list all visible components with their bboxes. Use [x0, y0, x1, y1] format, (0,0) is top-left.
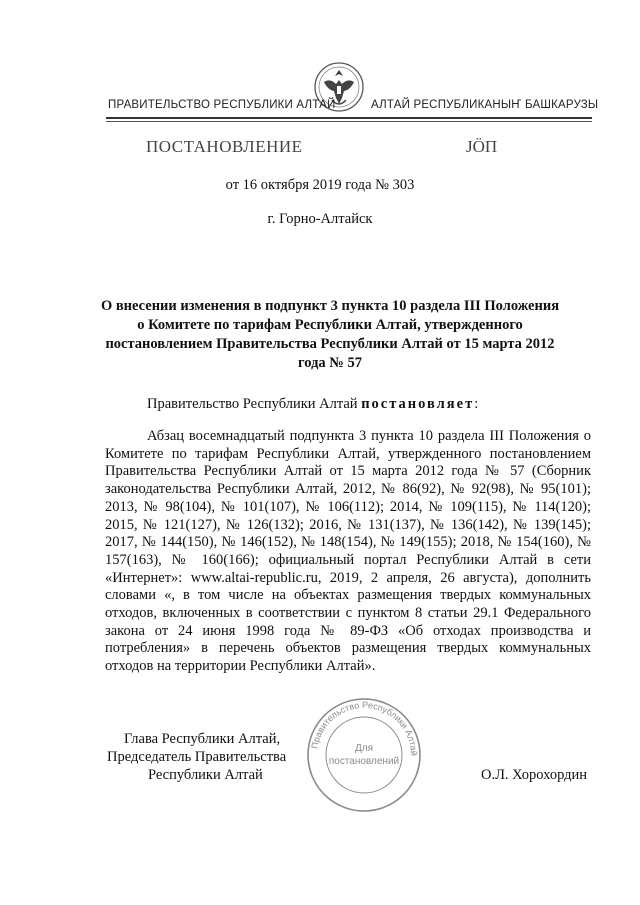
intro-verb: постановляет: [361, 396, 475, 412]
header-org-name-ru: ПРАВИТЕЛЬСТВО РЕСПУБЛИКИ АЛТАЙ: [108, 99, 336, 111]
doc-type-alt: ЈӦП: [466, 137, 498, 156]
stamp-inner-text-2: постановлений: [328, 756, 400, 767]
body-paragraph: Абзац восемнадцатый подпункта 3 пункта 10 раздела III Положения о Комитете по тарифам Республики Алтай, утвержденного постановлением Правительства Республики Алтай от 15 марта 2012 года № 57 (Сборник законодательства Республики Алтай, 2012, № 86(92), № 92(98), № 95(101); 2013, № 98(104), № 101(107), № 106(112); 2014, № 109(115), № 114(120); 2015, № 121(127), № 126(132); 2016, № 131(137), № 136(142), № 139(145); 2017, № 144(150), № 146(152), № 148(154), № 149(155); 2018, № 154(160), № 157(163), № 160(166); официальный портал Республики Алтай в сети «Интернет»: www.altai-republic.ru, 2019, 2 апреля, 26 августа), дополнить словами «, в том числе на объектах размещения твердых коммунальных отходов, включенных в соответствии с пунктом 8 статьи 29.1 Федерального закона от 24 июня 1998 года № 89-ФЗ «Об отходах производства и потребления» в перечень объектов размещения твердых коммунальных отходов на территории Республики Алтай».: [105, 428, 591, 675]
signature-position-line3: Республики Алтай: [148, 767, 263, 783]
intro-end: :: [474, 396, 479, 412]
intro-subject: Правительство Республики Алтай: [147, 396, 362, 412]
header-rule: [106, 117, 592, 119]
stamp-inner-text-1: Для: [354, 743, 374, 754]
document-title: О внесении изменения в подпункт 3 пункта 10 раздела III Положения о Комитете по тарифам Республики Алтай, утвержденного постановлением Правительства Республики Алтай от 15 марта 2012 года № 57: [100, 298, 560, 371]
signatory-name: О.Л. Хорохордин: [481, 767, 588, 783]
signature-position-line1: Глава Республики Алтай,: [124, 731, 281, 747]
stamp-outer-text: Правительство Республики Алтай: [309, 699, 420, 756]
date-number-line: от 16 октября 2019 года № 303: [225, 177, 415, 193]
city-line: г. Горно-Алтайск: [267, 211, 373, 227]
intro-line: [147, 396, 478, 413]
header-org-name-alt: АЛТАЙ РЕСПУБЛИКАНЫҤ БАШКАРУЗЫ: [371, 99, 599, 111]
official-stamp: [306, 697, 422, 813]
signature-position-line2: Председатель Правительства: [107, 749, 287, 765]
coat-of-arms-icon: [312, 60, 366, 122]
doc-type-ru: ПОСТАНОВЛЕНИЕ: [146, 137, 303, 156]
header-rule-thin: [106, 121, 592, 122]
